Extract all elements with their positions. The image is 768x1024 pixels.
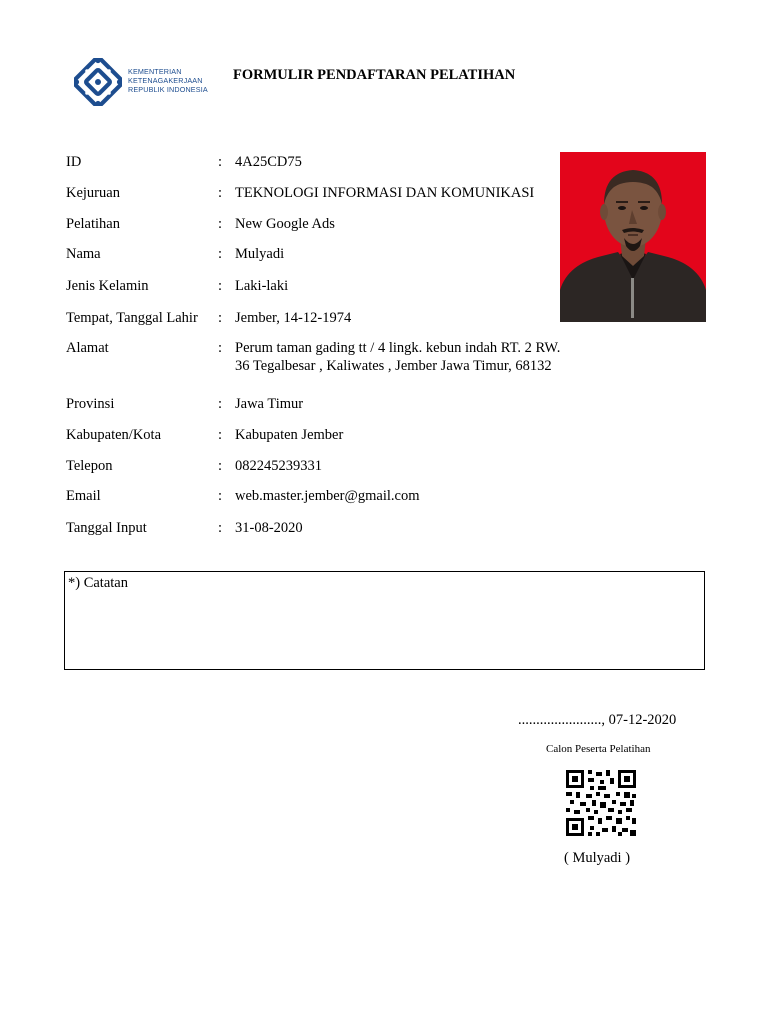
field-value: Jember, 14-12-1974 (235, 310, 352, 326)
field-label: ID (66, 154, 82, 170)
field-value: 082245239331 (235, 458, 322, 474)
field-label: Pelatihan (66, 216, 120, 232)
field-value: Mulyadi (235, 246, 285, 262)
field-separator: : (218, 520, 223, 536)
notes-box (64, 571, 705, 670)
field-value: Perum taman gading tt / 4 lingk. kebun indah RT. 2 RW. 36 Tegalbesar , Kaliwates , Jember Jawa Timur, 68132 (235, 340, 561, 374)
field-value: Kabupaten Jember (235, 427, 344, 443)
form-title: FORMULIR PENDAFTARAN PELATIHAN (233, 67, 516, 83)
logo-line: KETENAGAKERJAAN (128, 76, 203, 85)
field-value: 31-08-2020 (235, 520, 303, 536)
field-separator: : (218, 216, 223, 232)
notes-label: *) Catatan (68, 575, 128, 591)
field-separator: : (218, 154, 223, 170)
field-value: 4A25CD75 (235, 154, 302, 170)
field-label: Telepon (66, 458, 113, 474)
qr-code (566, 770, 636, 836)
field-label: Tanggal Input (66, 520, 147, 536)
field-separator: : (218, 246, 223, 262)
field-separator: : (218, 488, 223, 504)
field-label: Nama (66, 246, 101, 262)
logo-line: REPUBLIK INDONESIA (128, 85, 208, 94)
field-value: web.master.jember@gmail.com (235, 488, 420, 504)
field-label: Email (66, 488, 101, 504)
applicant-photo (560, 152, 706, 322)
ministry-logo-icon (74, 58, 122, 106)
field-label: Alamat (66, 340, 109, 356)
qr-code-icon (566, 770, 636, 836)
field-value: TEKNOLOGI INFORMASI DAN KOMUNIKASI (235, 185, 535, 201)
field-separator: : (218, 185, 223, 201)
field-separator: : (218, 458, 223, 474)
signature-date: ......................., 07-12-2020 (518, 712, 677, 728)
logo-line: KEMENTERIAN (128, 67, 182, 76)
field-label: Tempat, Tanggal Lahir (66, 310, 198, 326)
field-separator: : (218, 340, 223, 356)
ministry-logo (74, 58, 219, 106)
field-label: Kabupaten/Kota (66, 427, 162, 443)
logo-wordmark (128, 67, 208, 94)
field-value: Jawa Timur (235, 396, 304, 412)
field-label: Kejuruan (66, 185, 120, 201)
field-separator: : (218, 310, 223, 326)
field-value: New Google Ads (235, 216, 335, 232)
field-separator: : (218, 396, 223, 412)
signature-caption: Calon Peserta Pelatihan (546, 743, 651, 755)
field-value: Laki-laki (235, 278, 289, 294)
field-separator: : (218, 278, 223, 294)
field-label: Jenis Kelamin (66, 278, 149, 294)
field-label: Provinsi (66, 396, 115, 412)
field-separator: : (218, 427, 223, 443)
signature-name: ( Mulyadi ) (564, 850, 631, 866)
